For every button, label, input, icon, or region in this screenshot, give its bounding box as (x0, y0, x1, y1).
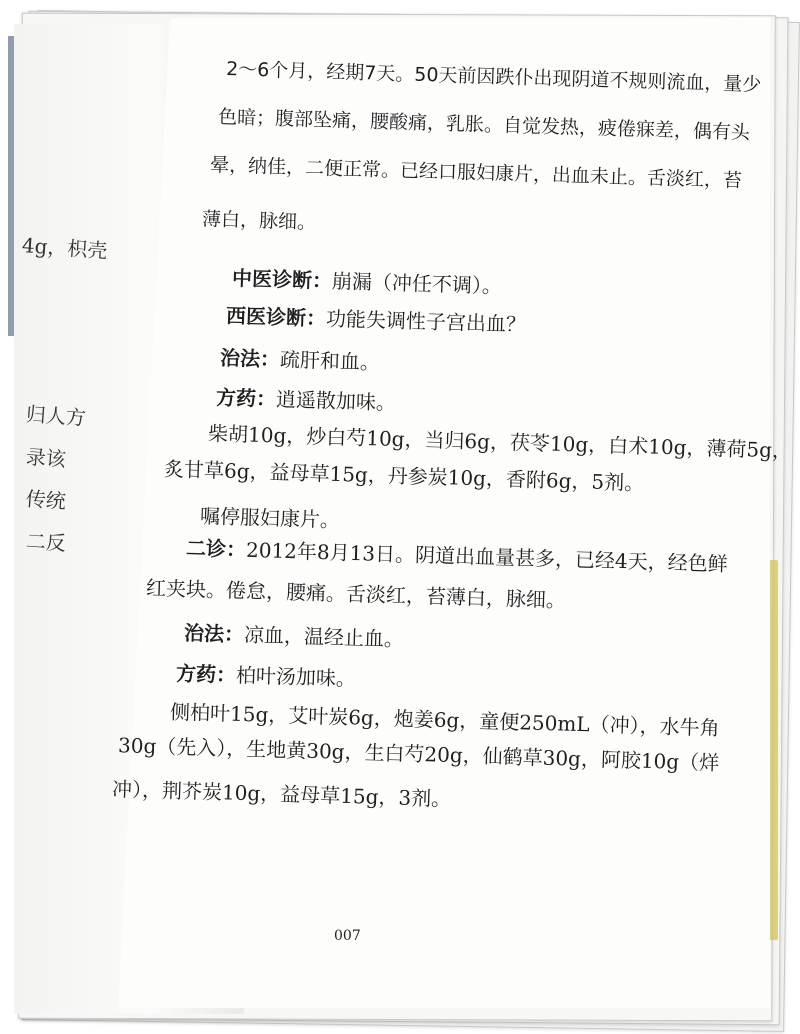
treatment-method (219, 345, 381, 375)
second-visit-formula (175, 661, 357, 691)
western-diagnosis (225, 303, 527, 337)
prescription-line: 冲），荆芥炭10g，益母草15g，3剂。 (111, 776, 452, 812)
prescription-line: 侧柏叶15g，艾叶炭6g，炮姜6g，童便250mL（冲），水牛角 (169, 699, 720, 741)
left-page-line: 4g，枳壳 (21, 233, 109, 263)
prescription-line: 30g（先入），生地黄30g，生白芍20g，仙鹤草30g，阿胶10g（烊 (117, 733, 720, 775)
second-visit-method-label: 治法： (183, 620, 245, 647)
left-page-line: 传统 (25, 486, 67, 514)
tcm-diagnosis-label: 中医诊断： (231, 266, 333, 293)
second-visit-formula-label: 方药： (175, 661, 237, 688)
second-visit-formula-value: 柏叶汤加味。 (235, 663, 357, 691)
left-page-line: 二反 (25, 528, 67, 556)
paragraph-line: 晕，纳佳，二便正常。已经口服妇康片，出血未止。舌淡红，苔 (209, 154, 743, 192)
treatment-method-value: 疏肝和血。 (279, 347, 381, 375)
paragraph-line: 2～6个月，经期7天。50天前因跌仆出现阴道不规则流血，量少 (225, 58, 762, 96)
treatment-method-label: 治法： (219, 345, 281, 372)
prescription-line: 嘱停服妇康片。 (199, 503, 341, 533)
second-visit-method-value: 凉血，温经止血。 (243, 622, 405, 652)
second-visit-label: 二诊： (185, 535, 247, 562)
second-visit (185, 535, 729, 577)
second-visit-method (183, 620, 405, 652)
second-visit-text: 2012年8月13日。阴道出血量甚多，已经4天，经色鲜 (245, 537, 729, 577)
western-diagnosis-label: 西医诊断： (225, 303, 327, 331)
formula-value: 逍遥散加味。 (275, 387, 397, 415)
prescription-line: 炙甘草6g，益母草15g，丹参炭10g，香附6g，5剂。 (163, 456, 645, 496)
paragraph-line: 色暗；腹部坠痛，腰酸痛，乳胀。自觉发热，疲倦寐差，偶有头 (217, 106, 751, 144)
formula (215, 385, 397, 415)
western-diagnosis-value: 功能失调性子宫出血？ (325, 306, 527, 337)
tcm-diagnosis (232, 268, 502, 296)
second-visit-line: 红夹块。倦怠，腰痛。舌淡红，苔薄白，脉细。 (145, 575, 567, 613)
formula-label: 方药： (215, 385, 277, 412)
tcm-diagnosis-value: 崩漏（冲任不调）。 (331, 268, 503, 298)
prescription-line: 柴胡10g，炒白芍10g，当归6g，茯苓10g，白术10g，薄荷5g， (207, 421, 793, 463)
page-number: 007 (334, 928, 361, 944)
left-page-line: 归人方 (25, 401, 87, 431)
paragraph-line: 薄白，脉细。 (201, 208, 317, 234)
left-page-line: 录该 (25, 444, 67, 472)
